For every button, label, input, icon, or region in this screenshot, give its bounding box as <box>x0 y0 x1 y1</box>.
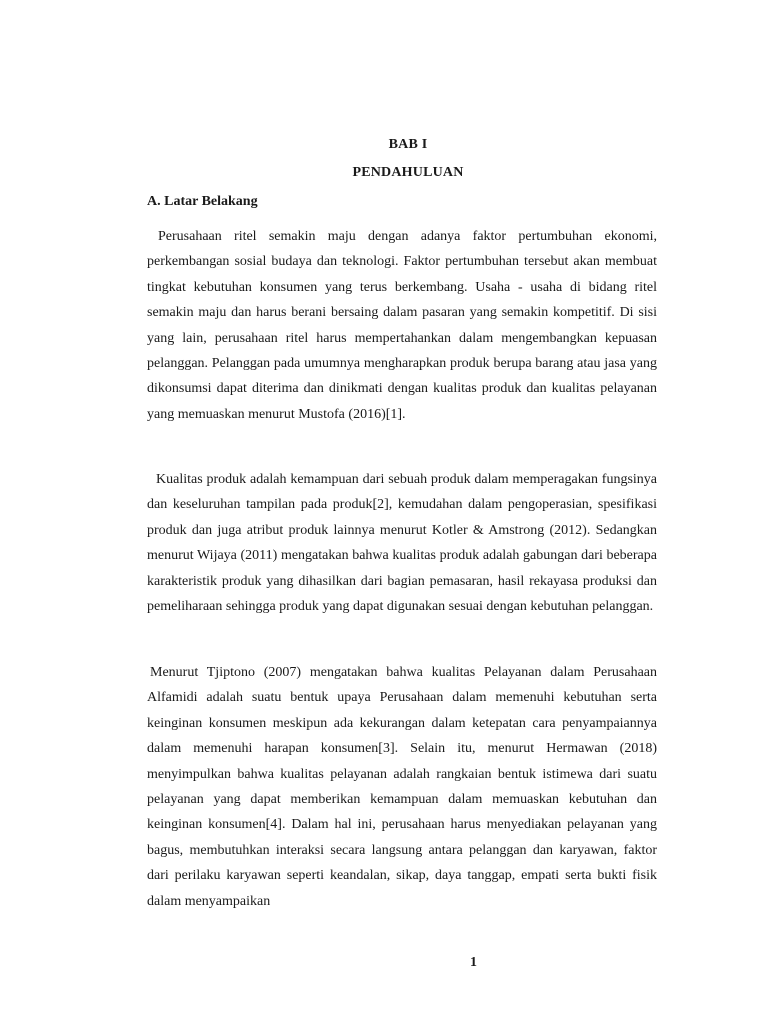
paragraph-1: Perusahaan ritel semakin maju dengan adanya faktor pertumbuhan ekonomi, perkembangan sosial budaya dan teknologi. Faktor pertumbuhan tersebut akan membuat tingkat kebutuhan konsumen yang terus berkembang. Usaha - usaha di bidang ritel semakin maju dan harus berani bersaing dalam pasaran yang semakin kompetitif. Di sisi yang lain, perusahaan ritel harus mempertahankan dalam mengembangkan kepuasan pelanggan. Pelanggan pada umumnya mengharapkan produk berupa barang atau jasa yang dikonsumsi dapat diterima dan dinikmati dengan kualitas produk dan kualitas pelayanan yang memuaskan menurut Mustofa (2016)[1]. <box>147 229 657 422</box>
chapter-number: BAB I <box>388 137 428 152</box>
page-number: 1 <box>470 955 477 970</box>
paragraph-2: Kualitas produk adalah kemampuan dari sebuah produk dalam memperagakan fungsinya dan keseluruhan tampilan pada produk[2], kemudahan dalam pengoperasian, spesifikasi produk dan juga atribut produk lainnya menurut Kotler & Amstrong (2012). Sedangkan menurut Wijaya (2011) mengatakan bahwa kualitas produk adalah gabungan dari beberapa karakteristik produk yang dihasilkan dari bagian pemasaran, hasil rekayasa produksi dan pemeliharaan sehingga produk yang dapat digunakan sesuai dengan kebutuhan pelanggan. <box>147 472 657 615</box>
section-heading: A. Latar Belakang <box>147 194 258 209</box>
chapter-title: PENDAHULUAN <box>352 165 464 180</box>
paragraph-3: Menurut Tjiptono (2007) mengatakan bahwa kualitas Pelayanan dalam Perusahaan Alfamidi adalah suatu bentuk upaya Perusahaan dalam memenuhi kebutuhan serta keinginan konsumen meskipun ada kekurangan dalam ketepatan cara penyampaiannya dalam memenuhi harapan konsumen[3]. Selain itu, menurut Hermawan (2018) menyimpulkan bahwa kualitas pelayanan adalah rangkaian bentuk istimewa dari suatu pelayanan yang dapat memberikan kemampuan dalam memuaskan kebutuhan dan keinginan konsumen[4]. Dalam hal ini, perusahaan harus menyediakan pelayanan yang bagus, membutuhkan interaksi secara langsung antara pelanggan dan karyawan, faktor dari perilaku karyawan seperti keandalan, sikap, daya tanggap, empati serta bukti fisik dalam menyampaikan <box>147 665 657 909</box>
